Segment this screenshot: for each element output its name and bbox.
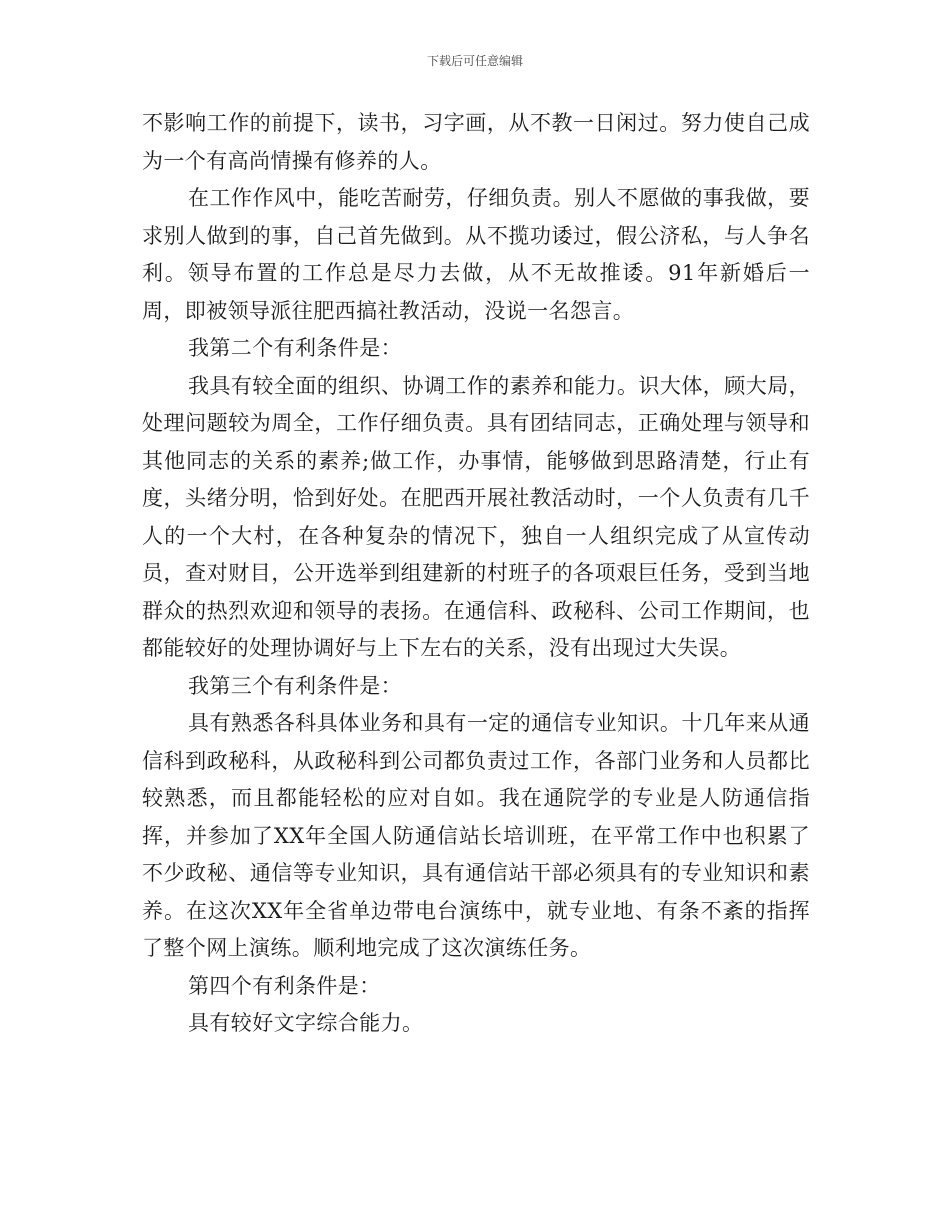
paragraph-6: 具有熟悉各科具体业务和具有一定的通信专业知识。十几年来从通信科到政秘科，从政秘科到公司都负责过工作，各部门业务和人员都比较熟悉，而且都能轻松的应对自如。我在通院学的专业是人防通信指挥，并参加了XX年全国人防通信站长培训班，在平常工作中也积累了不少政秘、通信等专业知识，具有通信站干部必须具有的专业知识和素养。在这次XX年全省单边带电台演练中，就专业地、有条不紊的指挥了整个网上演练。顺利地完成了这次演练任务。 xyxy=(142,711,810,960)
document-body xyxy=(142,105,810,1043)
paragraph-5: 我第三个有利条件是： xyxy=(188,673,402,698)
paragraph-7: 第四个有利条件是： xyxy=(188,973,381,998)
page-header: 下载后可任意编辑 xyxy=(426,54,523,68)
paragraph-8: 具有较好文字综合能力。 xyxy=(188,1011,424,1035)
paragraph-2: 在工作作风中，能吃苦耐劳，仔细负责。别人不愿做的事我做，要求别人做到的事，自己首先做到。从不揽功诿过，假公济私，与人争名利。领导布置的工作总是尽力去做，从不无故推诿。91年新婚后一周，即被领导派往肥西搞社教活动，没说一名怨言。 xyxy=(142,186,810,323)
paragraph-1: 不影响工作的前提下，读书，习字画，从不教一日闲过。努力使自己成为一个有高尚情操有修养的人。 xyxy=(142,111,810,173)
paragraph-4: 我具有较全面的组织、协调工作的素养和能力。识大体，顾大局，处理问题较为周全，工作仔细负责。具有团结同志，正确处理与领导和其他同志的关系的素养;做工作，办事情，能够做到思路清楚，行止有度，头绪分明，恰到好处。在肥西开展社教活动时，一个人负责有几千人的一个大村，在各种复杂的情况下，独自一人组织完成了从宣传动员，查对财目，公开选举到组建新的村班子的各项艰巨任务，受到当地群众的热烈欢迎和领导的表扬。在通信科、政秘科、公司工作期间，也都能较好的处理协调好与上下左右的关系，没有出现过大失误。 xyxy=(142,373,810,660)
paragraph-3: 我第二个有利条件是： xyxy=(188,336,402,360)
